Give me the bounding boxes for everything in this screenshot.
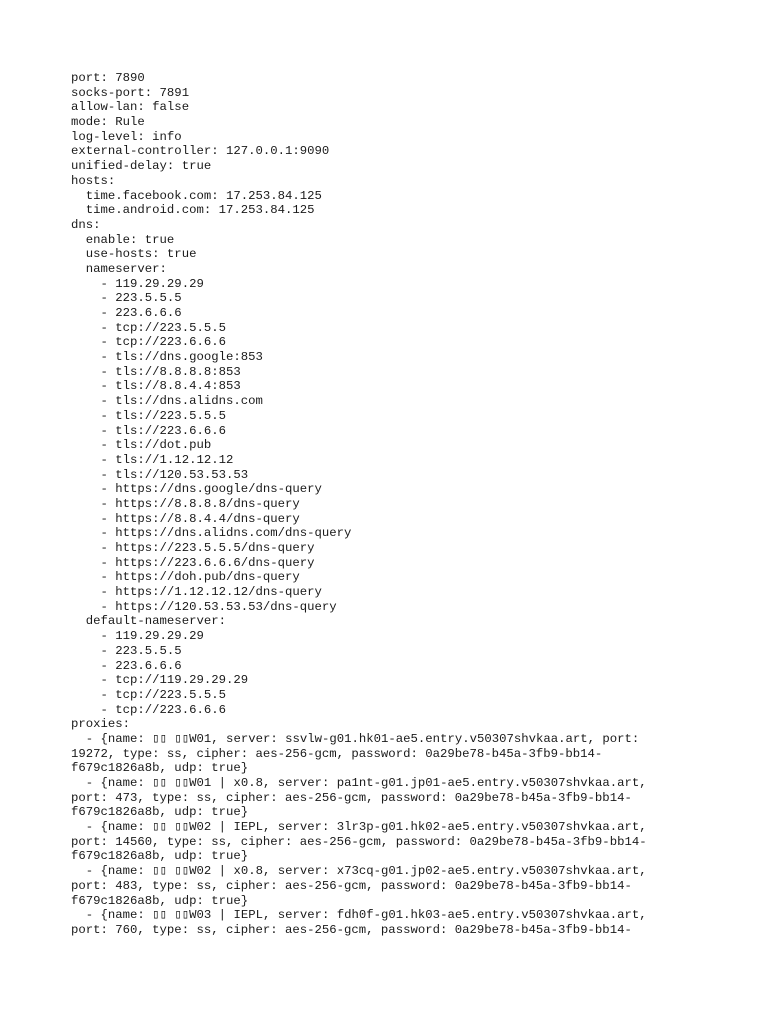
document-line: - 223.5.5.5	[71, 291, 182, 306]
document-line: - tls://120.53.53.53	[71, 467, 249, 482]
document-line: - 119.29.29.29	[71, 276, 204, 291]
document-line: - https://dns.google/dns-query	[71, 482, 322, 497]
document-line: f679c1826a8b, udp: true}	[71, 893, 249, 908]
document-line: hosts:	[71, 173, 116, 188]
document-line: - https://dns.alidns.com/dns-query	[71, 526, 352, 541]
document-line: - 223.6.6.6	[71, 658, 182, 673]
document-line: allow-lan: false	[71, 100, 190, 115]
document-line: - https://8.8.4.4/dns-query	[71, 511, 300, 526]
document-line: log-level: info	[71, 129, 182, 144]
document-line: - tcp://223.6.6.6	[71, 335, 226, 350]
document-line: port: 14560, type: ss, cipher: aes-256-gcm, password: 0a29be78-b45a-3fb9-bb14-	[71, 834, 647, 849]
document-line: dns:	[71, 217, 101, 232]
document-line: unified-delay: true	[71, 159, 212, 174]
document-line: use-hosts: true	[71, 247, 197, 262]
document-line: - 119.29.29.29	[71, 629, 204, 644]
document-line: - tcp://223.5.5.5	[71, 687, 226, 702]
document-line: - tls://dns.alidns.com	[71, 394, 263, 409]
document-line: - {name: ▯▯ ▯▯W02 | IEPL, server: 3lr3p-g01.hk02-ae5.entry.v50307shvkaa.art,	[71, 820, 647, 835]
document-line: default-nameserver:	[71, 614, 226, 629]
document-line: - {name: ▯▯ ▯▯W01 | x0.8, server: pa1nt-g01.jp01-ae5.entry.v50307shvkaa.art,	[71, 776, 647, 790]
document-line: enable: true	[71, 232, 175, 247]
document-line: nameserver:	[71, 261, 167, 276]
document-line: - https://doh.pub/dns-query	[71, 570, 300, 585]
document-line: - https://1.12.12.12/dns-query	[71, 585, 322, 600]
document-line: mode: Rule	[71, 115, 145, 130]
document-line: port: 473, type: ss, cipher: aes-256-gcm, password: 0a29be78-b45a-3fb9-bb14-	[71, 790, 632, 805]
document-line: - tls://dot.pub	[71, 438, 212, 453]
document-line: socks-port: 7891	[71, 85, 190, 100]
document-line: f679c1826a8b, udp: true}	[71, 849, 249, 864]
document-line: f679c1826a8b, udp: true}	[71, 761, 249, 776]
document-line: port: 483, type: ss, cipher: aes-256-gcm, password: 0a29be78-b45a-3fb9-bb14-	[71, 878, 632, 893]
document-line: - {name: ▯▯ ▯▯W02 | x0.8, server: x73cq-g01.jp02-ae5.entry.v50307shvkaa.art,	[71, 864, 647, 879]
document-line: - tcp://223.6.6.6	[71, 702, 226, 717]
document-line: - tls://dns.google:853	[71, 350, 263, 365]
document-line: external-controller: 127.0.0.1:9090	[71, 144, 330, 159]
document-line: port: 7890	[71, 71, 145, 85]
document-line: - https://223.6.6.6/dns-query	[71, 555, 315, 570]
document-line: - https://223.5.5.5/dns-query	[71, 541, 315, 555]
document-line: - https://8.8.8.8/dns-query	[71, 496, 300, 511]
document-line: - tls://1.12.12.12	[71, 452, 234, 467]
document-line: - tls://8.8.8.8:853	[71, 364, 241, 379]
document-line: - tcp://119.29.29.29	[71, 673, 249, 688]
document-line: f679c1826a8b, udp: true}	[71, 805, 249, 820]
document-line: - 223.5.5.5	[71, 643, 182, 658]
document-line: 19272, type: ss, cipher: aes-256-gcm, password: 0a29be78-b45a-3fb9-bb14-	[71, 746, 603, 761]
document-line: time.android.com: 17.253.84.125	[71, 203, 315, 218]
document-line: time.facebook.com: 17.253.84.125	[71, 188, 322, 203]
document-line: - tls://223.5.5.5	[71, 408, 226, 423]
document-line: - tcp://223.5.5.5	[71, 320, 226, 335]
document-line: proxies:	[71, 717, 131, 732]
document-line: - 223.6.6.6	[71, 306, 182, 320]
document-line: - {name: ▯▯ ▯▯W03 | IEPL, server: fdh0f-g01.hk03-ae5.entry.v50307shvkaa.art,	[71, 908, 647, 923]
document-line: - {name: ▯▯ ▯▯W01, server: ssvlw-g01.hk01-ae5.entry.v50307shvkaa.art, port:	[71, 731, 640, 746]
document-line: - tls://223.6.6.6	[71, 423, 226, 438]
config-document	[71, 71, 711, 938]
document-line: - tls://8.8.4.4:853	[71, 379, 241, 394]
document-line: port: 760, type: ss, cipher: aes-256-gcm, password: 0a29be78-b45a-3fb9-bb14-	[71, 922, 632, 937]
document-line: - https://120.53.53.53/dns-query	[71, 599, 337, 614]
